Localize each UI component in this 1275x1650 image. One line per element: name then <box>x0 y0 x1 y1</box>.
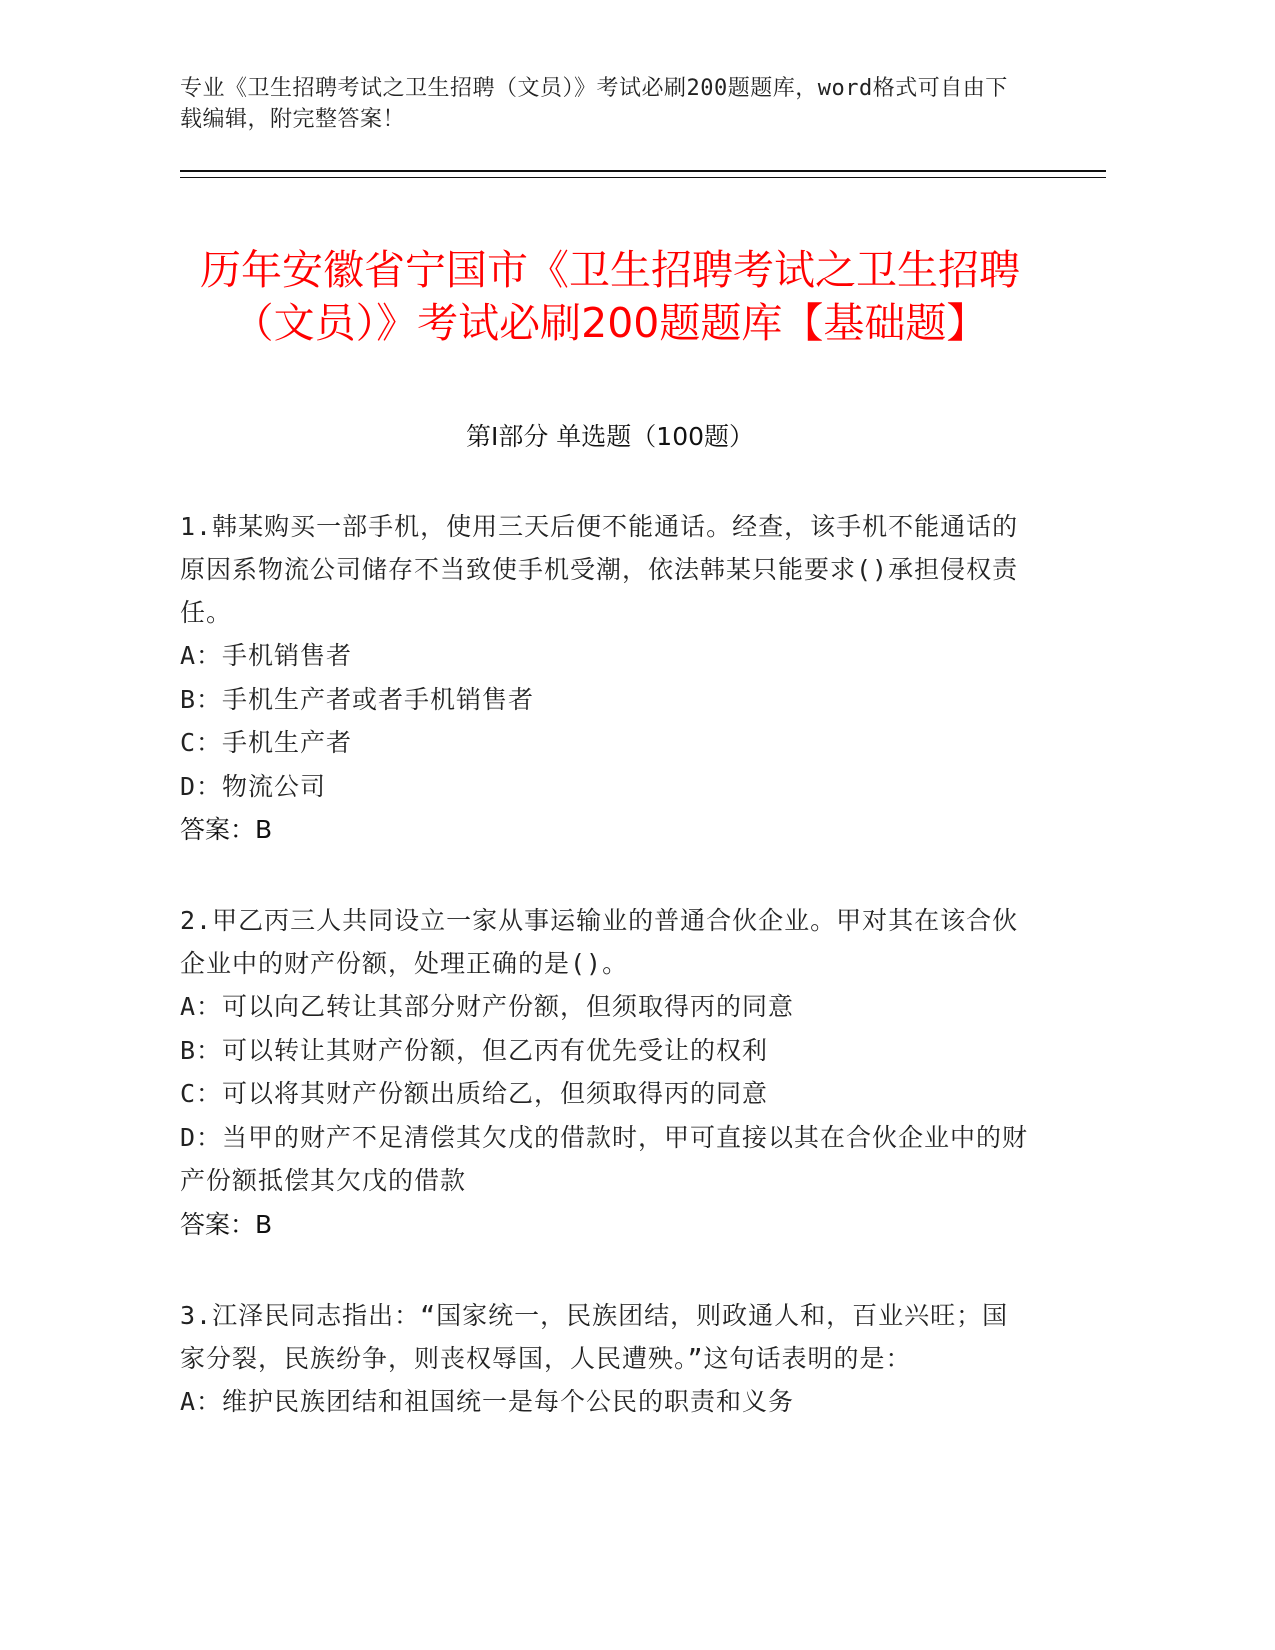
question-text: 1.韩某购买一部手机，使用三天后便不能通话。经查，该手机不能通话的原因系物流公司储存不当致使手机受潮，依法韩某只能要求()承担侵权责任。 <box>180 512 1019 627</box>
question-3 <box>180 1294 1030 1424</box>
document-title: 历年安徽省宁国市《卫生招聘考试之卫生招聘（文员）》考试必刷200题题库【基础题】 <box>200 246 1020 348</box>
option-d: D：物流公司 <box>180 771 327 801</box>
option-a: A：可以向乙转让其部分财产份额，但须取得丙的同意 <box>180 992 795 1021</box>
question-2 <box>180 899 1030 1247</box>
header-rule-thin <box>180 177 1106 178</box>
question-text: 2.甲乙丙三人共同设立一家从事运输业的普通合伙企业。甲对其在该合伙企业中的财产份额，处理正确的是()。 <box>180 906 1019 978</box>
header-note: 专业《卫生招聘考试之卫生招聘（文员）》考试必刷200题题库，word格式可自由下载编辑，附完整答案！ <box>180 76 1008 132</box>
answer: 答案：B <box>180 815 273 844</box>
option-c: C：可以将其财产份额出质给乙，但须取得丙的同意 <box>180 1079 769 1108</box>
question-1 <box>180 505 1030 852</box>
option-a: A：手机销售者 <box>180 641 353 670</box>
answer: 答案：B <box>180 1209 273 1239</box>
question-text: 3.江泽民同志指出：“国家统一，民族团结，则政通人和，百业兴旺；国家分裂，民族纷争，则丧权辱国，人民遭殃。”这句话表明的是： <box>180 1300 1009 1373</box>
option-b: B：手机生产者或者手机销售者 <box>180 684 535 714</box>
header-rule-thick <box>180 170 1106 172</box>
option-c: C：手机生产者 <box>180 728 353 757</box>
option-d: D：当甲的财产不足清偿其欠戊的借款时，甲可直接以其在合伙企业中的财产份额抵偿其欠戊的借款 <box>180 1122 1029 1195</box>
option-a: A：维护民族团结和祖国统一是每个公民的职责和义务 <box>180 1386 795 1416</box>
section-heading: 第I部分 单选题（100题） <box>465 422 755 451</box>
question-list <box>180 505 1030 1470</box>
option-b: B：可以转让其财产份额，但乙丙有优先受让的权利 <box>180 1035 769 1065</box>
